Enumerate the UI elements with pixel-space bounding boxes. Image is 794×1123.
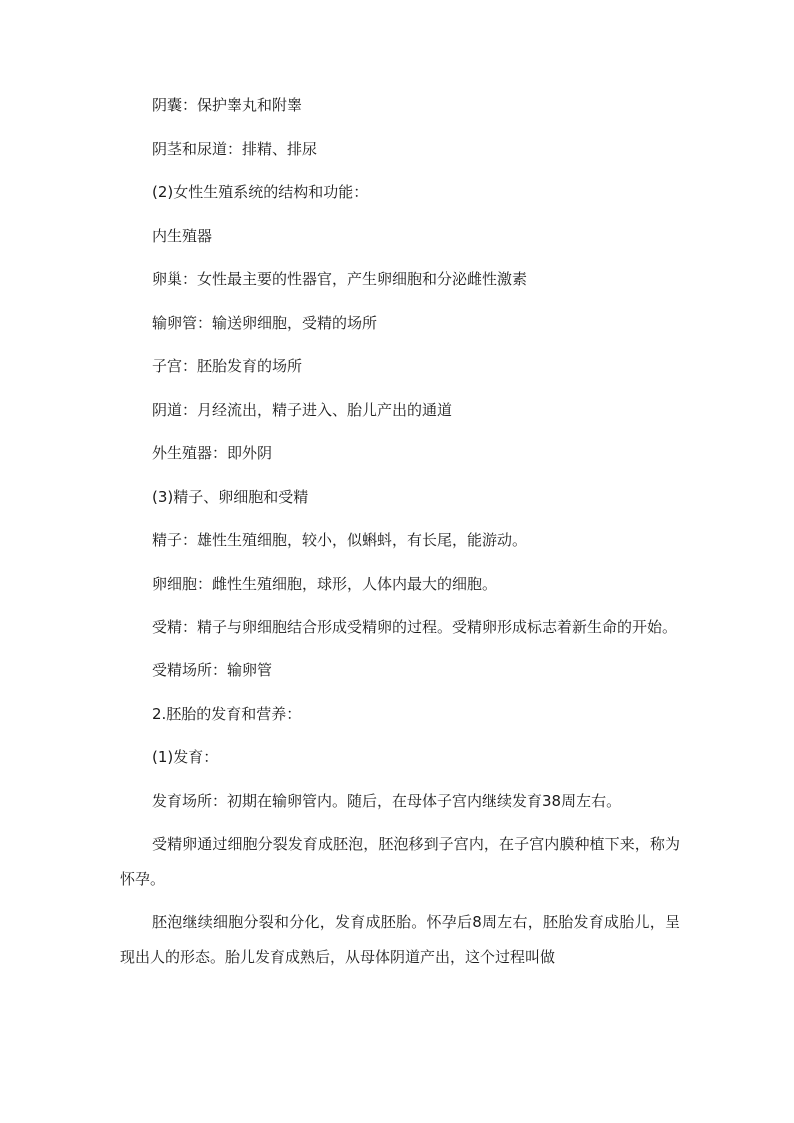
paragraph-scrotum: 阴囊：保护睾丸和附睾 xyxy=(152,96,303,114)
subheading-internal-organs: 内生殖器 xyxy=(152,226,213,245)
paragraph-egg-cell: 卵细胞：雌性生殖细胞，球形，人体内最大的细胞。 xyxy=(152,574,498,593)
paragraph-ovary: 卵巢：女性最主要的性器官，产生卵细胞和分泌雌性激素 xyxy=(152,270,528,288)
paragraph-fertilization: 受精：精子与卵细胞结合形成受精卵的过程。受精卵形成标志着新生命的开始。 xyxy=(152,618,678,636)
paragraph-sperm: 精子：雄性生殖细胞，较小，似蝌蚪，有长尾，能游动。 xyxy=(152,531,528,549)
paragraph-pregnancy: 受精卵通过细胞分裂发育成胚泡，胚泡移到子宫内，在子宫内膜种植下来，称为怀孕。 xyxy=(120,835,680,888)
paragraph-uterus: 子宫：胚胎发育的场所 xyxy=(152,357,303,375)
paragraph-penis-urethra: 阴茎和尿道：排精、排尿 xyxy=(152,139,318,158)
paragraph-vagina: 阴道：月经流出，精子进入、胎儿产出的通道 xyxy=(152,400,453,419)
paragraph-fallopian-tube: 输卵管：输送卵细胞，受精的场所 xyxy=(152,313,378,332)
heading-female-reproductive-system: (2)女性生殖系统的结构和功能： xyxy=(152,183,369,201)
paragraph-embryo-to-fetus: 胚泡继续细胞分裂和分化，发育成胚胎。怀孕后8周左右，胚胎发育成胎儿，呈现出人的形态。胎儿发育成熟后，从母体阴道产出，这个过程叫做 xyxy=(120,913,680,966)
paragraph-external-organs: 外生殖器：即外阴 xyxy=(152,444,273,462)
document-body xyxy=(120,88,680,983)
heading-development: (1)发育： xyxy=(152,748,219,766)
heading-embryo-development: 2.胚胎的发育和营养： xyxy=(152,704,302,723)
paragraph-development-site: 发育场所：初期在输卵管内。随后，在母体子宫内继续发育38周左右。 xyxy=(152,791,622,810)
heading-sperm-egg-fertilization: (3)精子、卵细胞和受精 xyxy=(152,487,309,506)
paragraph-fertilization-site: 受精场所：输卵管 xyxy=(152,661,273,679)
